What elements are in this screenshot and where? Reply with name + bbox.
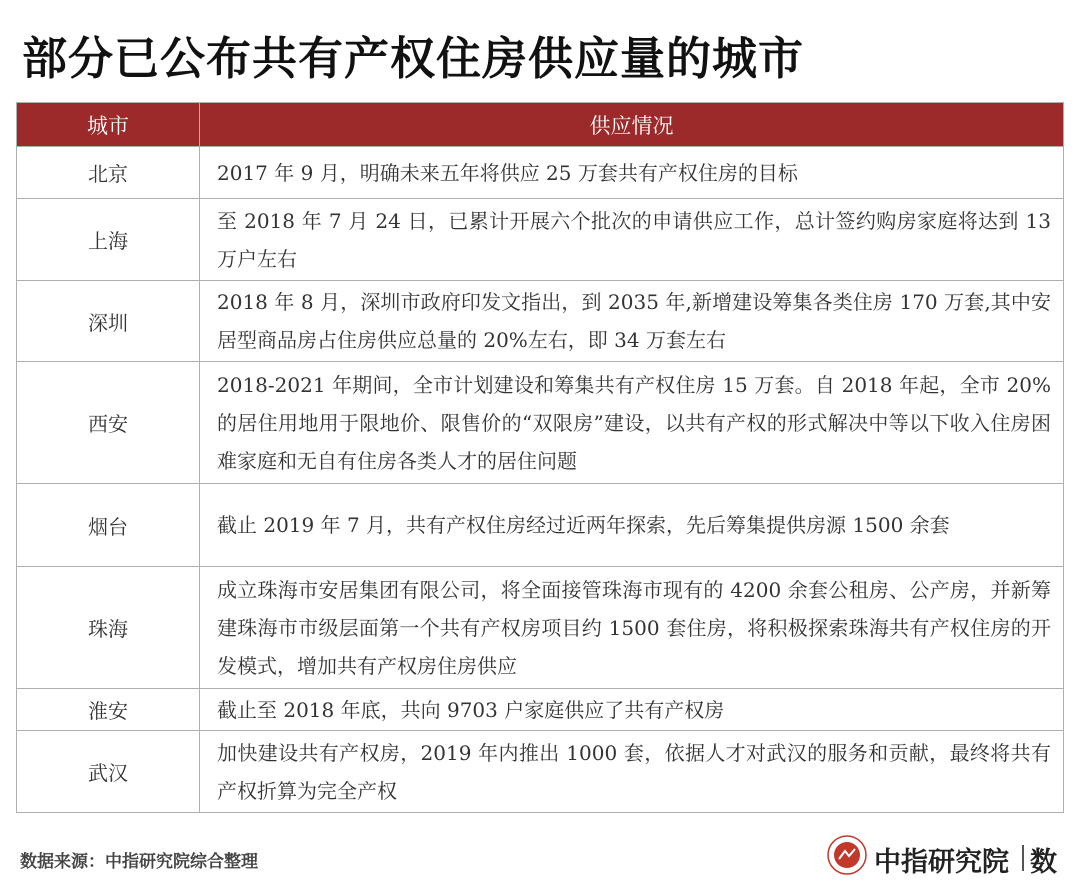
city-cell: 北京 <box>17 147 200 199</box>
table-row <box>17 731 1064 813</box>
city-cell: 上海 <box>17 199 200 281</box>
supply-cell: 成立珠海市安居集团有限公司，将全面接管珠海市现有的 4200 余套公租房、公产房，并新筹建珠海市市级层面第一个共有产权房项目约 1500 套住房，将积极探索珠海共有产权住房的开发模式，增加共有产权房住房供应 <box>200 567 1064 689</box>
supply-cell: 2018 年 8 月，深圳市政府印发文指出，到 2035 年,新增建设筹集各类住房 170 万套,其中安居型商品房占住房供应总量的 20%左右，即 34 万套左右 <box>200 281 1064 362</box>
table-row <box>17 484 1064 567</box>
supply-table <box>16 102 1063 813</box>
supply-cell: 截止 2019 年 7 月，共有产权住房经过近两年探索，先后筹集提供房源 1500 余套 <box>200 484 1064 567</box>
page-title: 部分已公布共有产权住房供应量的城市 <box>22 32 805 85</box>
table-row <box>17 199 1064 281</box>
city-cell: 淮安 <box>17 689 200 731</box>
institute-logo-icon <box>826 834 868 876</box>
supply-cell: 2018-2021 年期间，全市计划建设和筹集共有产权住房 15 万套。自 2018 年起，全市 20%的居住用地用于限地价、限售价的“双限房”建设，以共有产权的形式解决中等以下收入住房困难家庭和无自有住房各类人才的居住问题 <box>200 362 1064 484</box>
brand-suffix: 数 <box>1030 847 1057 878</box>
supply-cell: 至 2018 年 7 月 24 日，已累计开展六个批次的申请供应工作，总计签约购房家庭将达到 13 万户左右 <box>200 199 1064 281</box>
supply-cell: 2017 年 9 月，明确未来五年将供应 25 万套共有产权住房的目标 <box>200 147 1064 199</box>
table-row <box>17 689 1064 731</box>
brand-divider <box>1022 845 1024 871</box>
city-cell: 西安 <box>17 362 200 484</box>
brand-name: 中指研究院 <box>874 847 1009 878</box>
city-cell: 武汉 <box>17 731 200 813</box>
table-row <box>17 567 1064 689</box>
city-cell: 深圳 <box>17 281 200 362</box>
table-row <box>17 362 1064 484</box>
column-header-city: 城市 <box>17 103 200 147</box>
table-row <box>17 147 1064 199</box>
table-header-row <box>17 103 1064 147</box>
city-cell: 珠海 <box>17 567 200 689</box>
table-row <box>17 281 1064 362</box>
column-header-supply: 供应情况 <box>200 103 1064 147</box>
data-source-note: 数据来源：中指研究院综合整理 <box>20 852 258 872</box>
supply-cell: 截止至 2018 年底，共向 9703 户家庭供应了共有产权房 <box>200 689 1064 731</box>
supply-cell: 加快建设共有产权房，2019 年内推出 1000 套，依据人才对武汉的服务和贡献，最终将共有产权折算为完全产权 <box>200 731 1064 813</box>
city-cell: 烟台 <box>17 484 200 567</box>
